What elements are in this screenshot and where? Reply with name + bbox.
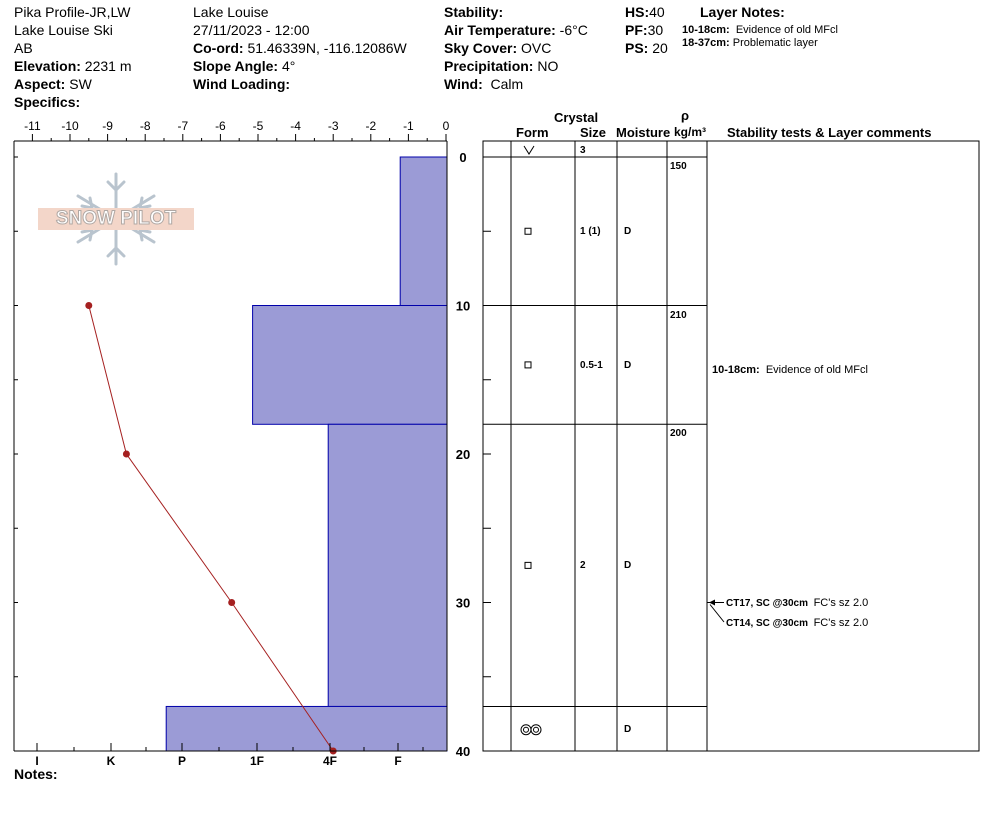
melt-form-icon <box>521 725 531 735</box>
stability-label: Stability: <box>444 4 504 20</box>
profile-name: Pika Profile-JR,LW <box>14 4 131 20</box>
hardness-tick-label: F <box>394 754 402 768</box>
ps-value: 20 <box>652 40 668 56</box>
temp-tick-label: -9 <box>102 119 113 133</box>
elevation-value: 2231 m <box>84 58 132 74</box>
coord-value: 51.46339N, -116.12086W <box>247 40 407 56</box>
slope-value: 4° <box>281 58 296 74</box>
airtemp-value: -6°C <box>559 22 588 38</box>
table-frame <box>483 141 979 751</box>
hardness-tick-label: K <box>106 754 116 768</box>
stability-test-result: CT14, SC @30cm <box>726 618 809 629</box>
temp-tick-label: -4 <box>290 119 301 133</box>
crystal-header: Crystal <box>554 110 599 125</box>
melt-form-icon <box>531 725 541 735</box>
surface-form-icon <box>524 146 534 154</box>
temp-tick-label: -1 <box>403 119 414 133</box>
depth-tick-label: 40 <box>455 744 471 759</box>
stability-leader <box>710 605 724 623</box>
hardness-tick-label: 4F <box>322 754 338 768</box>
layer-moisture: D <box>624 723 632 735</box>
logo-text: SNOW PILOT <box>38 208 194 230</box>
hs-label: HS: <box>625 4 650 20</box>
moisture-header: Moisture <box>616 125 671 140</box>
temp-tick-label: -7 <box>177 119 189 133</box>
density-symbol: ρ <box>681 108 690 123</box>
notes-label: Notes: <box>14 766 58 782</box>
airtemp-label: Air Temperature: <box>444 22 556 38</box>
layer-note-text: Evidence of old MFcl <box>735 24 838 36</box>
layer-moisture: D <box>624 226 632 238</box>
layer-moisture: D <box>624 359 632 371</box>
precip-label: Precipitation: <box>444 58 534 74</box>
layer-density: 210 <box>670 309 687 321</box>
hardness-bar <box>166 706 447 751</box>
temperature-point <box>85 302 92 309</box>
region: AB <box>14 40 33 56</box>
elevation-label: Elevation: <box>14 58 81 74</box>
layer-comment <box>712 364 868 376</box>
stability-test-result: CT17, SC @30cm <box>726 598 809 609</box>
temp-tick-label: -6 <box>215 119 226 133</box>
layer-note-range: 18-37cm: <box>682 37 730 49</box>
specifics-label: Specifics: <box>14 94 81 110</box>
size-header: Size <box>580 125 607 140</box>
layer-size: 0.5-1 <box>580 359 603 371</box>
wind-label: Wind: <box>444 76 483 92</box>
stability-test <box>726 618 868 629</box>
layer-density: 200 <box>670 428 687 440</box>
stability-test <box>726 598 868 609</box>
layer-moisture: D <box>624 560 632 572</box>
layer-comment-text: Evidence of old MFcl <box>765 364 868 376</box>
melt-form-icon-inner <box>534 727 539 732</box>
layer-density: 150 <box>670 161 687 172</box>
aspect-value: SW <box>69 76 92 92</box>
layer-size: 1 (1) <box>580 226 601 238</box>
wind-loading-label: Wind Loading: <box>193 76 291 92</box>
temperature-point <box>123 451 130 458</box>
location: Lake Louise <box>193 4 269 20</box>
form-header: Form <box>516 125 549 140</box>
stability-header: Stability tests & Layer comments <box>727 125 932 140</box>
wind-value: Calm <box>490 76 524 92</box>
layer-comment-range: 10-18cm: <box>712 364 760 376</box>
sky-value: OVC <box>521 40 552 56</box>
slope-label: Slope Angle: <box>193 58 279 74</box>
melt-form-icon-inner <box>524 727 529 732</box>
hardness-tick-label: I <box>35 754 39 768</box>
ps-label: PS: <box>625 40 649 56</box>
temp-tick-label: -11 <box>24 119 41 133</box>
layer-table-grid <box>483 141 979 751</box>
temperature-point <box>228 599 235 606</box>
pf-label: PF: <box>625 22 648 38</box>
density-unit: kg/m³ <box>674 125 707 139</box>
faceted-square-icon <box>525 562 531 568</box>
temp-tick-label: -2 <box>365 119 377 133</box>
temp-tick-label: -5 <box>252 119 264 133</box>
faceted-square-icon <box>525 228 531 234</box>
precip-value: NO <box>537 58 559 74</box>
stability-test-comment: FC's sz 2.0 <box>813 597 869 609</box>
stability-test-comment: FC's sz 2.0 <box>813 617 869 629</box>
depth-tick-label: 10 <box>455 298 471 314</box>
temp-tick-label: -3 <box>327 119 339 133</box>
depth-tick-label: 30 <box>455 595 471 611</box>
layer-note-text: Problematic layer <box>732 37 818 49</box>
area-name: Lake Louise Ski <box>14 22 113 38</box>
temp-tick-label: -10 <box>61 119 79 133</box>
hardness-bar <box>400 157 447 306</box>
layer-note-range: 10-18cm: <box>682 24 730 36</box>
coord-label: Co-ord: <box>193 40 244 56</box>
hardness-bar <box>253 306 447 425</box>
aspect-label: Aspect: <box>14 76 66 92</box>
surface-size: 3 <box>580 145 586 156</box>
hardness-tick-label: P <box>177 754 187 768</box>
depth-tick-label: 0 <box>459 150 467 165</box>
layer-size: 2 <box>580 560 586 572</box>
faceted-square-icon <box>525 362 531 368</box>
hs-value: 40 <box>649 4 665 20</box>
pf-value: 30 <box>647 22 664 38</box>
hardness-bar <box>328 424 447 706</box>
hardness-layers <box>166 157 447 751</box>
hardness-tick-label: 1F <box>249 754 265 768</box>
temp-tick-label: -8 <box>139 119 151 133</box>
datetime: 27/11/2023 - 12:00 <box>193 22 310 38</box>
temp-tick-label: 0 <box>442 119 450 133</box>
sky-label: Sky Cover: <box>444 40 518 56</box>
layer-notes-label: Layer Notes: <box>700 4 785 20</box>
depth-tick-label: 20 <box>455 447 471 462</box>
